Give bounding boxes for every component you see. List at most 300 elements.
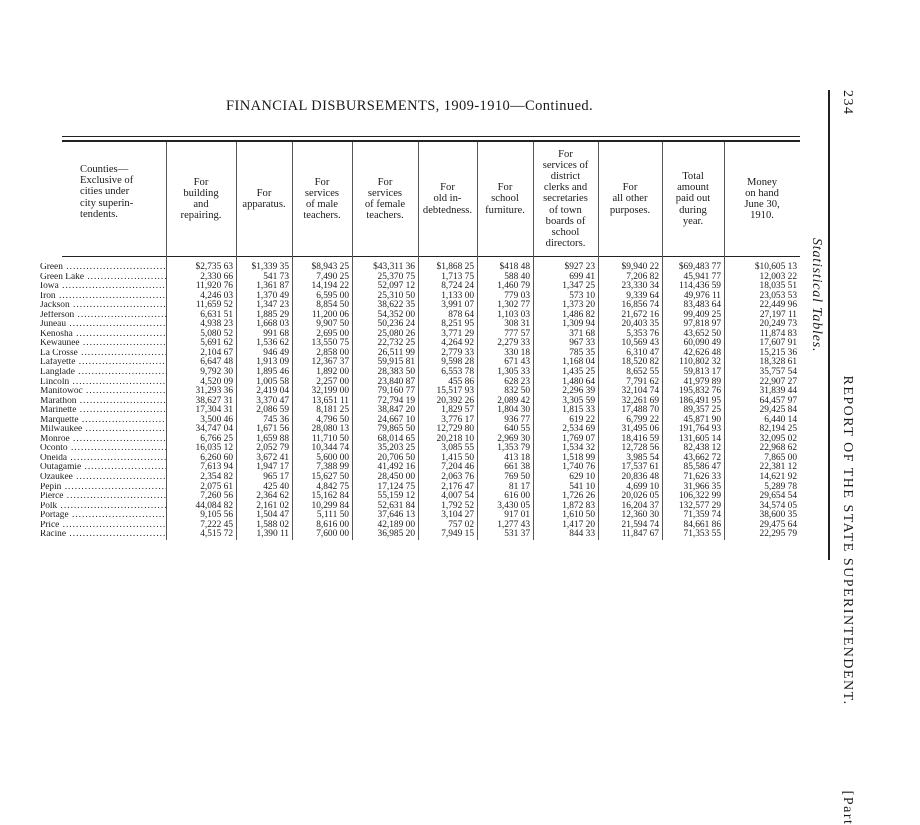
amount-cell: 17,488 70 — [621, 405, 659, 416]
amount-cell: 991 68 — [263, 328, 289, 339]
county-name: Lincoln ..... — [40, 378, 166, 388]
amount-cell: 1,726 26 — [562, 491, 595, 502]
amount-cell: 588 40 — [504, 271, 530, 282]
amount-cell: 8,652 55 — [626, 367, 659, 378]
amount-cell: 83,483 64 — [683, 300, 721, 311]
amount-cell: 1,168 04 — [562, 357, 595, 368]
county-name: Monroe ..... — [40, 435, 166, 445]
amount-cell: 1,504 47 — [256, 510, 289, 521]
amount-cell: 22,295 79 — [759, 529, 797, 540]
amount-cell: 9,339 64 — [626, 290, 659, 301]
amount-cell: 6,553 78 — [441, 367, 474, 378]
amount-cell: 5,691 62 — [200, 338, 233, 349]
amount-cell: 71,359 74 — [683, 510, 721, 521]
amount-cell: 1,347 23 — [256, 300, 289, 311]
amount-cell: 1,913 09 — [256, 357, 289, 368]
amount-cell: 8,724 24 — [441, 281, 474, 292]
amount-cell: 82,194 25 — [759, 424, 797, 435]
amount-cell: 99,409 25 — [683, 309, 721, 320]
amount-cell: 5,353 76 — [626, 328, 659, 339]
amount-cell: 79,160 77 — [377, 386, 415, 397]
amount-cell: 1,815 33 — [562, 405, 595, 416]
amount-cell: 32,261 69 — [621, 395, 659, 406]
amount-cell: 1,769 07 — [562, 433, 595, 444]
amount-cell: 1,347 25 — [562, 281, 595, 292]
county-name: Marathon ..... — [40, 397, 166, 407]
county-name: Manitowoc ..... — [40, 387, 166, 397]
column-header: For school furniture. — [485, 182, 525, 216]
amount-cell: 7,490 25 — [316, 271, 349, 282]
amount-cell: $8,943 25 — [311, 262, 349, 272]
amount-cell: 3,771 29 — [441, 328, 474, 339]
amount-cell: 2,695 00 — [316, 328, 349, 339]
amount-cell: 965 17 — [263, 472, 289, 483]
amount-cell: 629 10 — [569, 472, 595, 483]
amount-cell: 15,215 36 — [759, 347, 797, 358]
amount-cell: 832 50 — [504, 386, 530, 397]
county-name: Langlade ..... — [40, 368, 166, 378]
amount-cell: 2,161 02 — [256, 500, 289, 511]
amount-cell: 1,872 83 — [562, 500, 595, 511]
amount-cell: 52,097 12 — [377, 281, 415, 292]
amount-cell: 20,218 10 — [436, 433, 474, 444]
amount-cell: 619 22 — [569, 414, 595, 425]
amount-cell: 2,296 39 — [562, 386, 595, 397]
amount-cell: 195,832 76 — [678, 386, 721, 397]
amount-cell: 2,354 82 — [200, 472, 233, 483]
amount-cell: 2,364 62 — [256, 491, 289, 502]
amount-cell: 757 02 — [448, 519, 474, 530]
column-header: For services of female teachers. — [364, 176, 406, 222]
amount-cell: 640 55 — [504, 424, 530, 435]
amount-cell: 1,133 00 — [441, 290, 474, 301]
amount-cell: 2,534 69 — [562, 424, 595, 435]
amount-cell: 191,764 93 — [678, 424, 721, 435]
amount-cell: 2,969 30 — [497, 433, 530, 444]
amount-cell: 1,588 02 — [256, 519, 289, 530]
table-row — [0, 530, 920, 540]
amount-cell: 60,090 49 — [683, 338, 721, 349]
amount-cell: 10,569 43 — [621, 338, 659, 349]
amount-cell: 11,710 50 — [311, 433, 349, 444]
amount-cell: 7,388 99 — [316, 462, 349, 473]
amount-cell: 541 73 — [263, 271, 289, 282]
amount-cell: 12,728 56 — [621, 443, 659, 454]
column-header: For services of district clerks and secretaries of town boards of school directors. — [542, 148, 589, 250]
amount-cell: 1,361 87 — [256, 281, 289, 292]
amount-cell: 71,626 33 — [683, 472, 721, 483]
amount-cell: 1,518 99 — [562, 452, 595, 463]
amount-cell: 17,537 61 — [621, 462, 659, 473]
amount-cell: 1,713 75 — [441, 271, 474, 282]
amount-cell: 531 37 — [504, 529, 530, 540]
amount-cell: 7,865 00 — [764, 452, 797, 463]
amount-cell: $9,940 22 — [621, 262, 659, 272]
amount-cell: 1,536 62 — [256, 338, 289, 349]
running-head-text: REPORT OF THE STATE SUPERINTENDENT. — [840, 375, 855, 706]
amount-cell: 42,626 48 — [683, 347, 721, 358]
amount-cell: 573 10 — [569, 290, 595, 301]
amount-cell: 50,236 24 — [377, 319, 415, 330]
amount-cell: 24,667 10 — [377, 414, 415, 425]
amount-cell: 106,322 99 — [678, 491, 721, 502]
amount-cell: 20,836 48 — [621, 472, 659, 483]
page-margin-rule — [828, 90, 830, 560]
part-label: [Part — [840, 790, 855, 825]
amount-cell: 2,279 33 — [497, 338, 530, 349]
amount-cell: 10,299 84 — [311, 500, 349, 511]
amount-cell: 878 64 — [448, 309, 474, 320]
amount-cell: 5,111 50 — [316, 510, 349, 521]
amount-cell: 23,053 53 — [759, 290, 797, 301]
amount-cell: 1,486 82 — [562, 309, 595, 320]
amount-cell: 29,425 84 — [759, 405, 797, 416]
county-name: Jackson ..... — [40, 301, 166, 311]
amount-cell: 23,330 34 — [621, 281, 659, 292]
amount-cell: 38,847 20 — [377, 405, 415, 416]
amount-cell: 85,586 47 — [683, 462, 721, 473]
amount-cell: 413 18 — [504, 452, 530, 463]
amount-cell: 20,706 50 — [377, 452, 415, 463]
amount-cell: 25,370 75 — [377, 271, 415, 282]
amount-cell: 64,457 97 — [759, 395, 797, 406]
amount-cell: 946 49 — [263, 347, 289, 358]
amount-cell: 2,052 79 — [256, 443, 289, 454]
amount-cell: 5,080 52 — [200, 328, 233, 339]
amount-cell: 2,779 33 — [441, 347, 474, 358]
amount-cell: 55,159 12 — [377, 491, 415, 502]
county-name: Milwaukee ..... — [40, 425, 166, 435]
amount-cell: 1,610 50 — [562, 510, 595, 521]
county-name: Green Lake ..... — [40, 273, 166, 283]
amount-cell: 12,360 30 — [621, 510, 659, 521]
amount-cell: 6,595 00 — [316, 290, 349, 301]
section-label: Statistical Tables. — [809, 238, 824, 353]
county-name: Kewaunee ..... — [40, 339, 166, 349]
amount-cell: 6,766 25 — [200, 433, 233, 444]
amount-cell: $2,735 63 — [195, 262, 233, 272]
amount-cell: 41,492 16 — [377, 462, 415, 473]
amount-cell: 7,613 94 — [200, 462, 233, 473]
amount-cell: 16,856 74 — [621, 300, 659, 311]
amount-cell: 4,938 23 — [200, 319, 233, 330]
county-name: Portage ..... — [40, 511, 166, 521]
amount-cell: 18,416 59 — [621, 433, 659, 444]
amount-cell: 32,104 74 — [621, 386, 659, 397]
county-name: Lafayette ..... — [40, 358, 166, 368]
county-name: Marquette ..... — [40, 416, 166, 426]
amount-cell: 15,517 93 — [436, 386, 474, 397]
amount-cell: 59,915 81 — [377, 357, 415, 368]
amount-cell: 68,014 65 — [377, 433, 415, 444]
amount-cell: 699 41 — [569, 271, 595, 282]
amount-cell: $1,868 25 — [436, 262, 474, 272]
column-header: Total amount paid out during year. — [675, 170, 711, 227]
amount-cell: 26,511 99 — [377, 347, 415, 358]
amount-cell: 32,199 00 — [311, 386, 349, 397]
amount-cell: 11,920 76 — [195, 281, 233, 292]
amount-cell: 1,885 29 — [256, 309, 289, 320]
amount-cell: 8,616 00 — [316, 519, 349, 530]
column-header: For building and repairing. — [180, 176, 222, 222]
amount-cell: 79,865 50 — [377, 424, 415, 435]
amount-cell: 967 33 — [569, 338, 595, 349]
amount-cell: 2,104 67 — [200, 347, 233, 358]
amount-cell: 1,792 52 — [441, 500, 474, 511]
amount-cell: 2,089 42 — [497, 395, 530, 406]
amount-cell: 36,985 20 — [377, 529, 415, 540]
amount-cell: 18,035 51 — [759, 281, 797, 292]
amount-cell: 8,181 25 — [316, 405, 349, 416]
amount-cell: 425 40 — [263, 481, 289, 492]
amount-cell: 131,605 14 — [678, 433, 721, 444]
amount-cell: 22,968 62 — [759, 443, 797, 454]
amount-cell: 20,403 35 — [621, 319, 659, 330]
amount-cell: 2,176 47 — [441, 481, 474, 492]
amount-cell: 1,671 56 — [256, 424, 289, 435]
amount-cell: 8,251 95 — [441, 319, 474, 330]
amount-cell: 917 01 — [504, 510, 530, 521]
running-head — [839, 90, 855, 825]
amount-cell: 43,662 72 — [683, 452, 721, 463]
amount-cell: 18,328 61 — [759, 357, 797, 368]
amount-cell: 12,003 22 — [759, 271, 797, 282]
amount-cell: 21,594 74 — [621, 519, 659, 530]
amount-cell: 4,246 03 — [200, 290, 233, 301]
amount-cell: 17,304 31 — [195, 405, 233, 416]
column-header: For apparatus. — [242, 187, 286, 210]
amount-cell: 2,419 04 — [256, 386, 289, 397]
amount-cell: 13,651 11 — [311, 395, 349, 406]
amount-cell: 27,197 11 — [759, 309, 797, 320]
amount-cell: 28,450 00 — [377, 472, 415, 483]
amount-cell: 14,194 22 — [311, 281, 349, 292]
amount-cell: 110,802 32 — [679, 357, 721, 368]
page-title: FINANCIAL DISBURSEMENTS, 1909-1910—Continued. — [226, 98, 594, 114]
amount-cell: 34,747 04 — [195, 424, 233, 435]
amount-cell: 779 03 — [504, 290, 530, 301]
amount-cell: 7,791 62 — [626, 376, 659, 387]
amount-cell: 1,302 77 — [497, 300, 530, 311]
amount-cell: 661 38 — [504, 462, 530, 473]
amount-cell: 4,515 72 — [200, 529, 233, 540]
amount-cell: 4,520 09 — [200, 376, 233, 387]
amount-cell: 11,659 52 — [195, 300, 233, 311]
amount-cell: 10,344 74 — [311, 443, 349, 454]
amount-cell: 7,222 45 — [200, 519, 233, 530]
amount-cell: 21,672 16 — [621, 309, 659, 320]
page-number: 234 — [840, 90, 855, 116]
amount-cell: 29,654 54 — [759, 491, 797, 502]
column-header: Counties— Exclusive of cities under city superin- tendents. — [80, 164, 134, 220]
amount-cell: 1,277 43 — [497, 519, 530, 530]
amount-cell: 44,084 82 — [195, 500, 233, 511]
amount-cell: 3,104 27 — [441, 510, 474, 521]
amount-cell: 628 23 — [504, 376, 530, 387]
amount-cell: 1,895 46 — [256, 367, 289, 378]
amount-cell: 4,699 10 — [626, 481, 659, 492]
amount-cell: 6,799 22 — [626, 414, 659, 425]
amount-cell: 1,892 00 — [316, 367, 349, 378]
amount-cell: 6,647 48 — [200, 357, 233, 368]
amount-cell: 2,858 00 — [316, 347, 349, 358]
county-name: Iowa ..... — [40, 282, 166, 292]
amount-cell: 769 50 — [504, 472, 530, 483]
amount-cell: 89,357 25 — [683, 405, 721, 416]
amount-cell: 7,206 82 — [626, 271, 659, 282]
amount-cell: 4,007 54 — [441, 491, 474, 502]
amount-cell: 1,435 25 — [562, 367, 595, 378]
amount-cell: 11,874 83 — [759, 328, 797, 339]
amount-cell: 35,203 25 — [377, 443, 415, 454]
amount-cell: 34,574 05 — [759, 500, 797, 511]
amount-cell: 13,550 75 — [311, 338, 349, 349]
amount-cell: 186,491 95 — [678, 395, 721, 406]
amount-cell: 17,124 75 — [377, 481, 415, 492]
amount-cell: 330 18 — [504, 347, 530, 358]
amount-cell: 31,495 06 — [621, 424, 659, 435]
amount-cell: 20,392 26 — [436, 395, 474, 406]
amount-cell: $1,339 35 — [251, 262, 289, 272]
amount-cell: 52,631 84 — [377, 500, 415, 511]
amount-cell: 1,804 30 — [497, 405, 530, 416]
amount-cell: 1,373 20 — [562, 300, 595, 311]
amount-cell: 25,310 50 — [377, 290, 415, 301]
amount-cell: 3,500 46 — [200, 414, 233, 425]
column-header: For services of male teachers. — [303, 176, 341, 222]
county-name: Price ..... — [40, 521, 166, 531]
amount-cell: 97,818 97 — [683, 319, 721, 330]
amount-cell: 23,840 87 — [377, 376, 415, 387]
amount-cell: $10,605 13 — [754, 262, 797, 272]
amount-cell: 31,966 35 — [683, 481, 721, 492]
amount-cell: 1,740 76 — [562, 462, 595, 473]
amount-cell: 4,842 75 — [316, 481, 349, 492]
county-name: Racine ..... — [40, 530, 166, 540]
amount-cell: 371 68 — [569, 328, 595, 339]
amount-cell: 16,035 12 — [195, 443, 233, 454]
amount-cell: 41,979 89 — [683, 376, 721, 387]
county-name: Oneida ..... — [40, 454, 166, 464]
amount-cell: 9,907 50 — [316, 319, 349, 330]
amount-cell: 3,085 55 — [441, 443, 474, 454]
amount-cell: 59,813 17 — [683, 367, 721, 378]
amount-cell: 1,103 03 — [497, 309, 530, 320]
amount-cell: 844 33 — [569, 529, 595, 540]
county-name: Juneau ..... — [40, 320, 166, 330]
amount-cell: 22,449 96 — [759, 300, 797, 311]
amount-cell: 4,264 92 — [441, 338, 474, 349]
amount-cell: 11,847 67 — [621, 529, 659, 540]
header-bottom-rule — [62, 256, 800, 257]
amount-cell: 7,600 00 — [316, 529, 349, 540]
amount-cell: 8,854 50 — [316, 300, 349, 311]
amount-cell: 82,438 12 — [683, 443, 721, 454]
amount-cell: 32,095 02 — [759, 433, 797, 444]
amount-cell: 1,415 50 — [441, 452, 474, 463]
amount-cell: 11,200 06 — [311, 309, 349, 320]
amount-cell: 9,792 30 — [200, 367, 233, 378]
amount-cell: 1,370 49 — [256, 290, 289, 301]
county-name: Ozaukee ..... — [40, 473, 166, 483]
amount-cell: 6,631 51 — [200, 309, 233, 320]
amount-cell: 14,621 92 — [759, 472, 797, 483]
amount-cell: $69,483 77 — [678, 262, 721, 272]
amount-cell: 4,796 50 — [316, 414, 349, 425]
amount-cell: 114,436 59 — [679, 281, 721, 292]
amount-cell: 15,627 50 — [311, 472, 349, 483]
amount-cell: 71,353 55 — [683, 529, 721, 540]
county-name: Marinette ..... — [40, 406, 166, 416]
amount-cell: 2,257 00 — [316, 376, 349, 387]
amount-cell: 22,732 25 — [377, 338, 415, 349]
amount-cell: 777 57 — [504, 328, 530, 339]
amount-cell: 1,947 17 — [256, 462, 289, 473]
amount-cell: 37,646 13 — [377, 510, 415, 521]
amount-cell: 84,661 86 — [683, 519, 721, 530]
column-header: For all other purposes. — [609, 182, 651, 216]
amount-cell: 3,430 05 — [497, 500, 530, 511]
county-name: Green ..... — [40, 263, 166, 273]
county-name: Polk ..... — [40, 502, 166, 512]
amount-cell: 38,622 35 — [377, 300, 415, 311]
amount-cell: 1,417 20 — [562, 519, 595, 530]
amount-cell: 308 31 — [504, 319, 530, 330]
amount-cell: 616 00 — [504, 491, 530, 502]
amount-cell: 12,729 80 — [436, 424, 474, 435]
column-header: For old in- debtedness. — [422, 182, 473, 216]
amount-cell: 43,652 50 — [683, 328, 721, 339]
amount-cell: 1,353 79 — [497, 443, 530, 454]
amount-cell: 1,659 88 — [256, 433, 289, 444]
amount-cell: 3,672 41 — [256, 452, 289, 463]
amount-cell: 35,757 54 — [759, 367, 797, 378]
amount-cell: 16,204 37 — [621, 500, 659, 511]
amount-cell: 2,330 66 — [200, 271, 233, 282]
amount-cell: 1,309 94 — [562, 319, 595, 330]
amount-cell: 31,293 36 — [195, 386, 233, 397]
amount-cell: 15,162 84 — [311, 491, 349, 502]
amount-cell: 745 36 — [263, 414, 289, 425]
amount-cell: 671 43 — [504, 357, 530, 368]
amount-cell: 1,668 03 — [256, 319, 289, 330]
amount-cell: $43,311 36 — [373, 262, 415, 272]
amount-cell: 785 35 — [569, 347, 595, 358]
amount-cell: $927 23 — [564, 262, 595, 272]
amount-cell: 22,381 12 — [759, 462, 797, 473]
amount-cell: 72,794 19 — [377, 395, 415, 406]
amount-cell: 1,829 57 — [441, 405, 474, 416]
amount-cell: 45,941 77 — [683, 271, 721, 282]
amount-cell: 1,390 11 — [256, 529, 289, 540]
amount-cell: 42,189 00 — [377, 519, 415, 530]
amount-cell: 541 10 — [569, 481, 595, 492]
amount-cell: 1,534 32 — [562, 443, 595, 454]
column-header: Money on hand June 30, 1910. — [744, 176, 780, 222]
amount-cell: 9,105 56 — [200, 510, 233, 521]
county-name: Kenosha ..... — [40, 330, 166, 340]
county-name: Pepin ..... — [40, 483, 166, 493]
amount-cell: 81 17 — [508, 481, 530, 492]
amount-cell: 22,907 27 — [759, 376, 797, 387]
amount-cell: 2,063 76 — [441, 472, 474, 483]
amount-cell: 20,026 05 — [621, 491, 659, 502]
amount-cell: 25,080 26 — [377, 328, 415, 339]
amount-cell: 6,440 14 — [764, 414, 797, 425]
amount-cell: 49,976 11 — [683, 290, 721, 301]
amount-cell: 38,600 35 — [759, 510, 797, 521]
amount-cell: 3,776 17 — [441, 414, 474, 425]
